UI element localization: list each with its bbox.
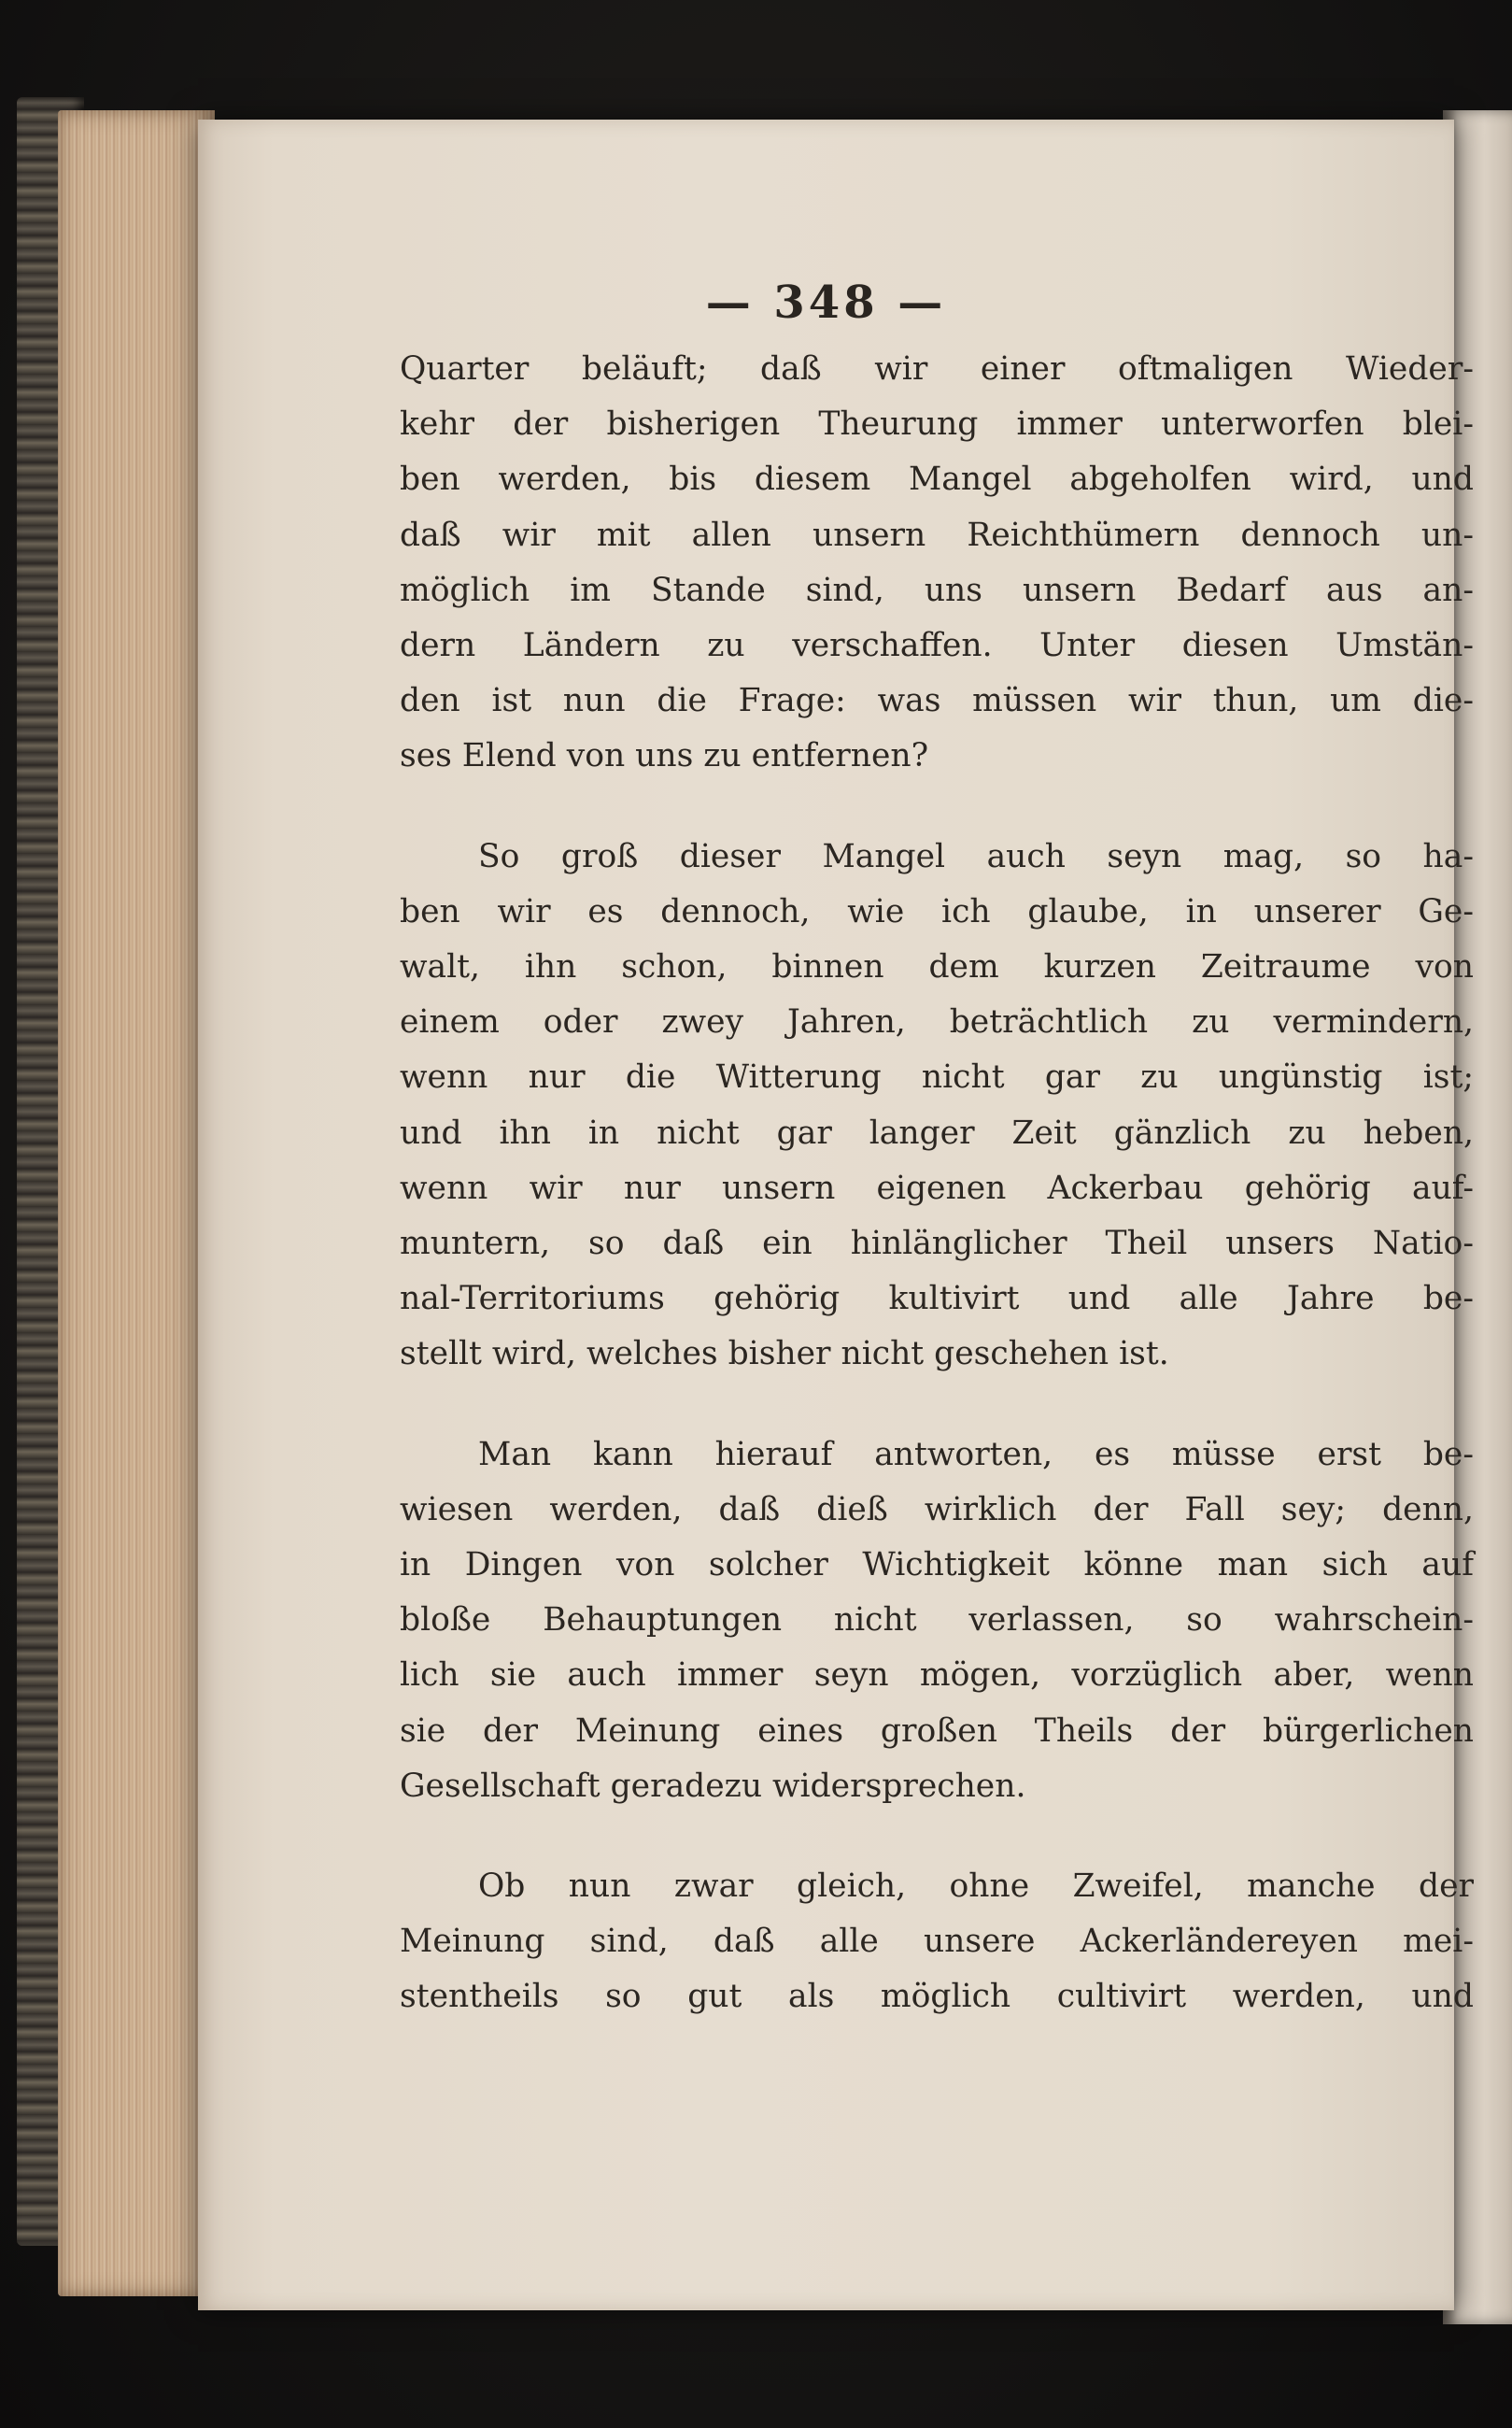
paragraph [400, 830, 1474, 1383]
text-line: So groß dieser Mangel auch seyn mag, so ha- [478, 837, 1474, 875]
page-body [400, 342, 1474, 2025]
text-line: ben wir es dennoch, wie ich glaube, in unserer Ge- [400, 892, 1474, 930]
text-line: Gesellschaft geradezu widersprechen. [400, 1767, 1026, 1805]
text-line: und ihn in nicht gar langer Zeit gänzlich zu heben, [400, 1114, 1474, 1152]
paragraph-gap [400, 785, 1474, 830]
text-line: ses Elend von uns zu entfernen? [400, 737, 929, 775]
text-line: stellt wird, welches bisher nicht geschehen ist. [400, 1335, 1169, 1373]
text-line: daß wir mit allen unsern Reichthümern dennoch un- [400, 516, 1474, 554]
text-line: Ob nun zwar gleich, ohne Zweifel, manche der [478, 1867, 1474, 1906]
book-page [198, 120, 1474, 2310]
page-number-header: — 348 — [705, 277, 947, 329]
paragraph [400, 1859, 1474, 2025]
text-line: den ist nun die Frage: was müssen wir thun, um die- [400, 682, 1474, 720]
text-line: sie der Meinung eines großen Theils der bürgerlichen [400, 1711, 1474, 1750]
text-line: kehr der bisherigen Theurung immer unterworfen blei- [400, 405, 1474, 444]
text-line: bloße Behauptungen nicht verlassen, so wahrschein- [400, 1601, 1474, 1640]
text-line: nal-Territoriums gehörig kultivirt und alle Jahre be- [400, 1280, 1474, 1318]
paragraph [400, 342, 1474, 785]
paragraph-gap [400, 1814, 1474, 1859]
text-line: Meinung sind, daß alle unsere Ackerländereyen mei- [400, 1923, 1474, 1961]
text-line: wiesen werden, daß dieß wirklich der Fall sey; denn, [400, 1490, 1474, 1528]
text-line: muntern, so daß ein hinlänglicher Theil unsers Natio- [400, 1225, 1474, 1263]
text-line: in Dingen von solcher Wichtigkeit könne man sich auf [400, 1546, 1474, 1584]
text-line: möglich im Stande sind, uns unsern Bedarf aus an- [400, 571, 1474, 609]
text-line: wenn wir nur unsern eigenen Ackerbau gehörig auf- [400, 1169, 1474, 1207]
page-block-edge [58, 110, 215, 2296]
paragraph [400, 1427, 1474, 1814]
text-line: einem oder zwey Jahren, beträchtlich zu vermindern, [400, 1003, 1474, 1042]
text-line: ben werden, bis diesem Mangel abgeholfen wird, und [400, 461, 1474, 499]
text-line: wenn nur die Witterung nicht gar zu ungünstig ist; [400, 1058, 1474, 1097]
text-line: lich sie auch immer seyn mögen, vorzüglich aber, wenn [400, 1656, 1474, 1695]
text-line: dern Ländern zu verschaffen. Unter diesen Umstän- [400, 627, 1474, 665]
text-line: stentheils so gut als möglich cultivirt werden, und [400, 1978, 1474, 2016]
text-line: walt, ihn schon, binnen dem kurzen Zeitraume von [400, 948, 1474, 987]
text-line: Quarter beläuft; daß wir einer oftmaligen Wieder- [400, 350, 1474, 388]
text-line: Man kann hierauf antworten, es müsse erst be- [478, 1435, 1474, 1473]
paragraph-gap [400, 1383, 1474, 1427]
